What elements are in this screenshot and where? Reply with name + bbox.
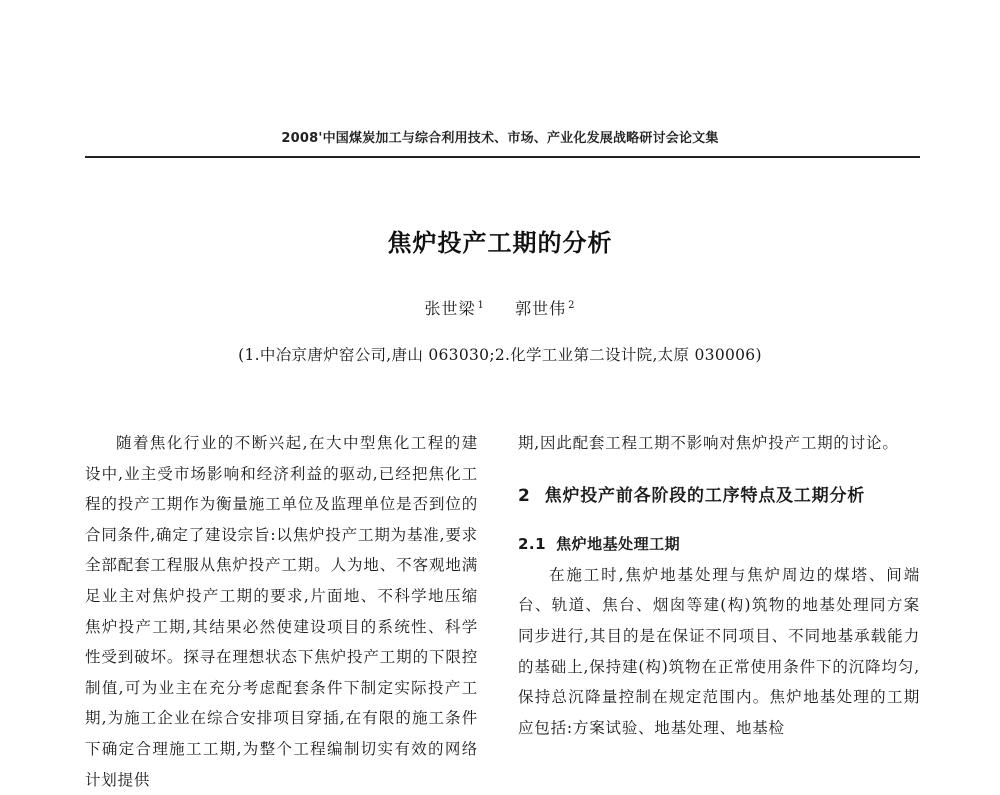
affiliation-line: (1.中冶京唐炉窑公司,唐山 063030;2.化学工业第二设计院,太原 030006) (238, 346, 762, 364)
subsection-paragraph: 在施工时,焦炉地基处理与焦炉周边的煤塔、间端台、轨道、焦台、烟囱等建(构)筑物的地基处理同方案同步进行,其目的是在保证不同项目、不同地基承载能力的基础上,保持建(构)筑物在正常使用条件下的沉降均匀,保持总沉降量控制在规定范围内。焦炉地基处理的工期应包括:方案试验、地基处理、地基检 (518, 565, 920, 737)
author-name: 郭世伟 (515, 299, 567, 318)
subsection-title: 焦炉地基处理工期 (556, 535, 681, 554)
author-list (0, 296, 1000, 319)
header-rule (85, 156, 920, 158)
author-affiliation-mark: 1 (477, 299, 485, 311)
subsection-heading (518, 529, 920, 560)
continued-paragraph: 期,因此配套工程工期不影响对焦炉投产工期的讨论。 (518, 434, 899, 452)
subsection-number: 2.1 (518, 535, 547, 554)
section-heading (518, 481, 920, 512)
running-header: 2008'中国煤炭加工与综合利用技术、市场、产业化发展战略研讨会论文集 (281, 131, 719, 146)
left-column (85, 428, 478, 795)
author-name: 张世梁 (424, 299, 476, 318)
right-column (518, 428, 920, 743)
paper-title: 焦炉投产工期的分析 (387, 229, 613, 257)
section-number: 2 (518, 485, 531, 506)
intro-paragraph: 随着焦化行业的不断兴起,在大中型焦化工程的建设中,业主受市场影响和经济利益的驱动,已经把焦化工程的投产工期作为衡量施工单位及监理单位是否到位的合同条件,确定了建设宗旨:以焦炉投产工期为基准,要求全部配套工程服从焦炉投产工期。人为地、不客观地满足业主对焦炉投产工期的要求,片面地、不科学地压缩焦炉投产工期,其结果必然使建设项目的系统性、科学性受到破坏。探寻在理想状态下焦炉投产工期的下限控制值,可为业主在充分考虑配套条件下制定实际投产工期,为施工企业在综合安排项目穿插,在有限的施工条件下确定合理施工工期,为整个工程编制切实有效的网络计划提供 (85, 434, 478, 789)
section-title: 焦炉投产前各阶段的工序特点及工期分析 (544, 485, 866, 506)
author-affiliation-mark: 2 (568, 299, 576, 311)
